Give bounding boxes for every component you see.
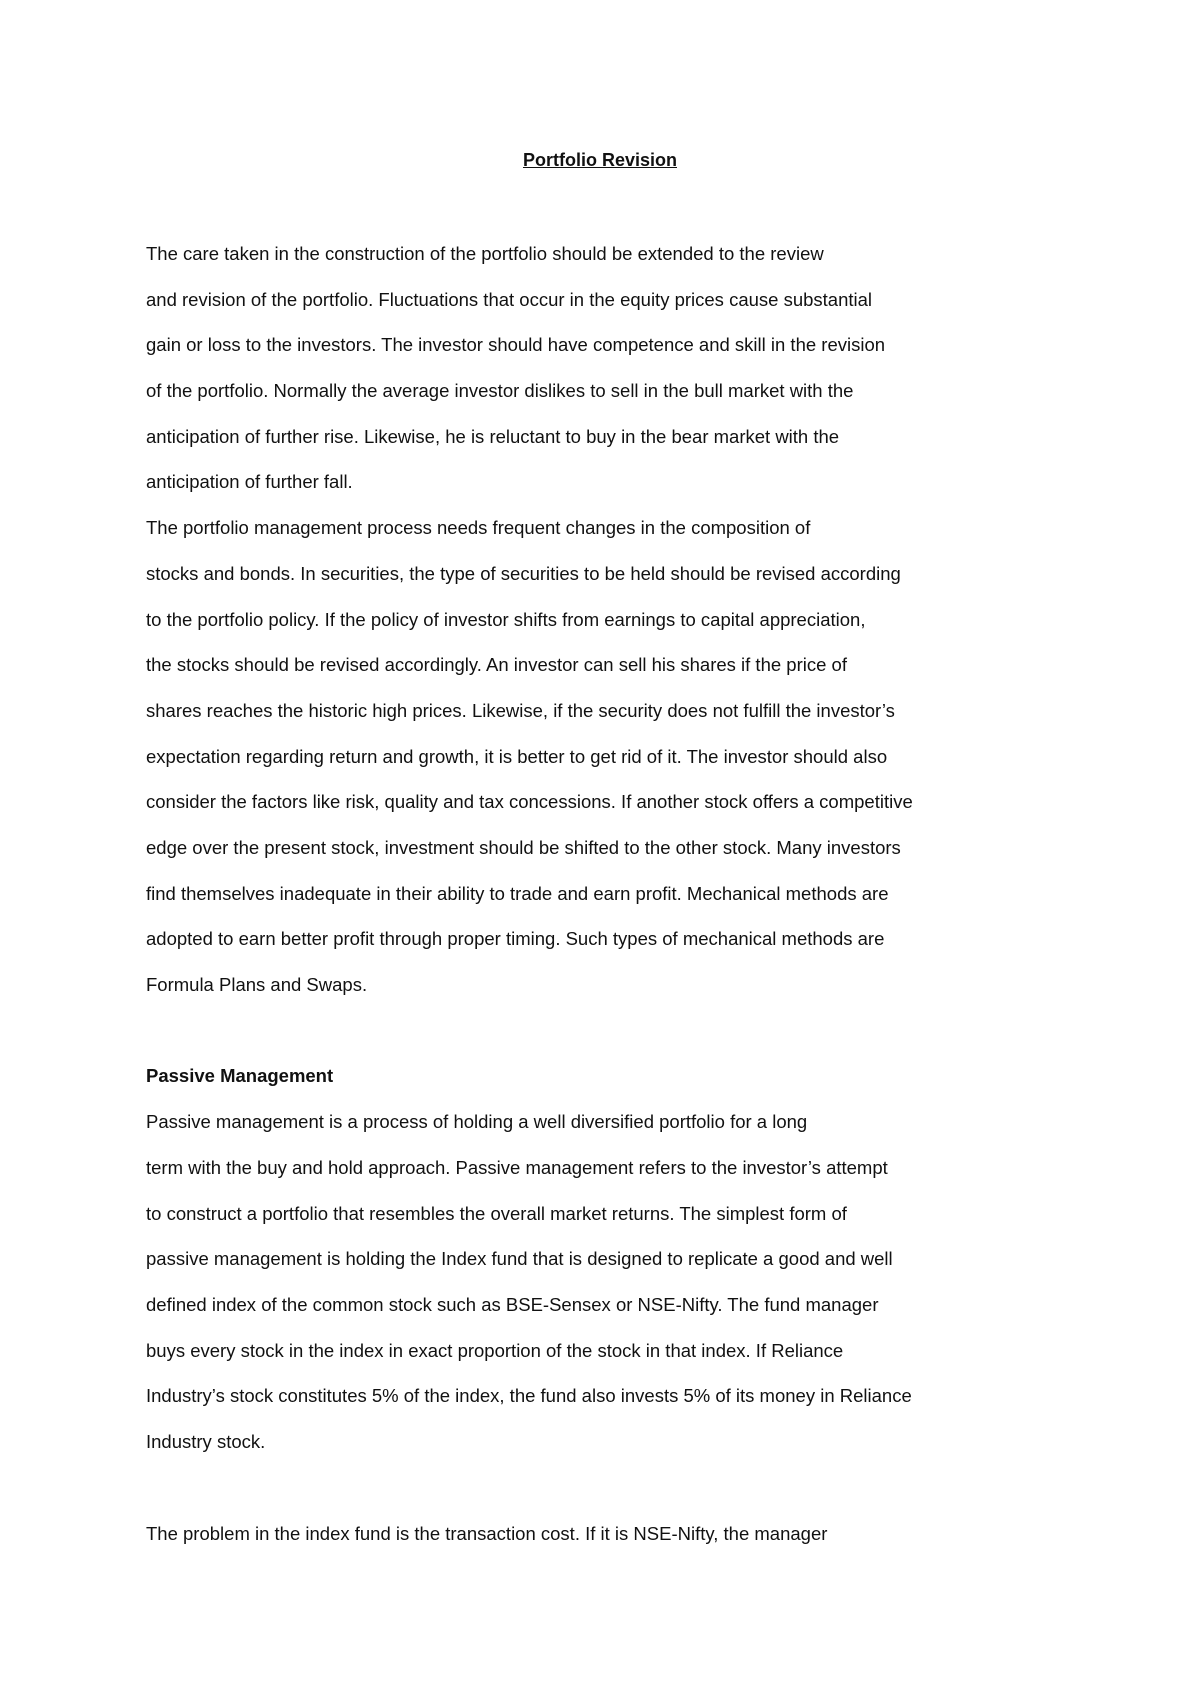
paragraph-line: find themselves inadequate in their ability to trade and earn profit. Mechanical methods are bbox=[146, 883, 889, 904]
paragraph-line: the stocks should be revised accordingly. An investor can sell his shares if the price of bbox=[146, 654, 847, 675]
paragraph-line: expectation regarding return and growth, it is better to get rid of it. The investor should also bbox=[146, 746, 888, 767]
paragraph-line: buys every stock in the index in exact proportion of the stock in that index. If Reliance bbox=[146, 1340, 844, 1361]
paragraph-line: The problem in the index fund is the transaction cost. If it is NSE-Nifty, the manager bbox=[146, 1523, 828, 1544]
paragraph-line: consider the factors like risk, quality and tax concessions. If another stock offers a competitive bbox=[146, 791, 913, 812]
paragraph-line: anticipation of further rise. Likewise, he is reluctant to buy in the bear market with the bbox=[146, 426, 840, 447]
paragraph-line: edge over the present stock, investment should be shifted to the other stock. Many investors bbox=[146, 837, 901, 858]
paragraph-line: stocks and bonds. In securities, the type of securities to be held should be revised according bbox=[146, 563, 901, 584]
paragraph-line: of the portfolio. Normally the average investor dislikes to sell in the bull market with the bbox=[146, 380, 854, 401]
paragraph-line: Industry stock. bbox=[146, 1431, 266, 1452]
paragraph-line: gain or loss to the investors. The investor should have competence and skill in the revision bbox=[146, 334, 886, 355]
paragraph-line: term with the buy and hold approach. Passive management refers to the investor’s attempt bbox=[146, 1157, 888, 1178]
section-heading: Passive Management bbox=[146, 1065, 334, 1086]
document-title: Portfolio Revision bbox=[522, 150, 677, 170]
paragraph-line: anticipation of further fall. bbox=[146, 471, 353, 492]
paragraph-line: Formula Plans and Swaps. bbox=[146, 974, 368, 995]
paragraph-line: passive management is holding the Index fund that is designed to replicate a good and well bbox=[146, 1248, 893, 1269]
paragraph-line: and revision of the portfolio. Fluctuations that occur in the equity prices cause substantial bbox=[146, 289, 873, 310]
paragraph-line: Passive management is a process of holding a well diversified portfolio for a long bbox=[146, 1111, 808, 1132]
paragraph-line: to construct a portfolio that resembles the overall market returns. The simplest form of bbox=[146, 1203, 847, 1224]
paragraph-line: to the portfolio policy. If the policy of investor shifts from earnings to capital appreciation, bbox=[146, 609, 866, 630]
paragraph-line: shares reaches the historic high prices. Likewise, if the security does not fulfill the investor’s bbox=[146, 700, 895, 721]
paragraph-line: Industry’s stock constitutes 5% of the index, the fund also invests 5% of its money in Reliance bbox=[146, 1385, 912, 1406]
paragraph-line: The care taken in the construction of the portfolio should be extended to the review bbox=[146, 243, 824, 264]
paragraph-line: defined index of the common stock such as BSE-Sensex or NSE-Nifty. The fund manager bbox=[146, 1294, 879, 1315]
paragraph-line: adopted to earn better profit through proper timing. Such types of mechanical methods are bbox=[146, 928, 885, 949]
paragraph-line: The portfolio management process needs frequent changes in the composition of bbox=[146, 517, 811, 538]
